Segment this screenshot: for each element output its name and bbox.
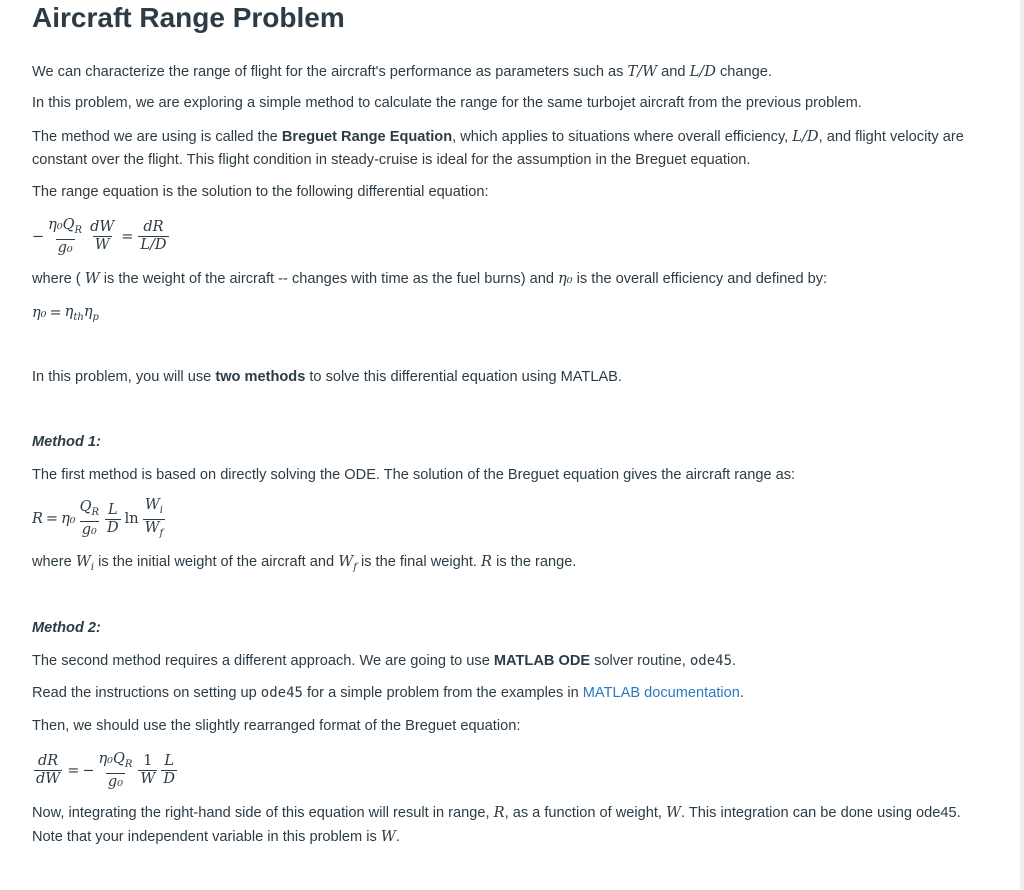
fraction — [105, 503, 121, 536]
denominator: D — [163, 771, 175, 788]
numerator: η₀Q — [98, 751, 125, 767]
ld-symbol: L/D — [689, 63, 716, 80]
subscript: R — [124, 758, 133, 770]
numerator: Q — [79, 499, 92, 516]
text: We can characterize the range of flight for the aircraft's performance as parameters such as — [32, 64, 628, 80]
text: . — [739, 685, 744, 701]
eta0: η₀ — [32, 305, 47, 322]
where-paragraph — [32, 267, 972, 291]
subscript: th — [73, 311, 84, 323]
ode45-code: ode45 — [689, 653, 733, 669]
integration-paragraph — [32, 801, 972, 849]
text: is the range. — [492, 554, 577, 570]
text: change. — [715, 64, 772, 80]
fraction — [97, 752, 135, 790]
text: where ( — [32, 271, 85, 287]
denominator: g₀ — [107, 773, 124, 790]
method2-paragraph — [32, 650, 972, 673]
fraction — [161, 754, 177, 787]
text: , and flight velocity are constant over the flight. This flight condition in steady-cruise is ideal for the assumption in the Breguet equation. — [32, 129, 964, 168]
fraction — [138, 754, 157, 787]
subscript: f — [159, 527, 164, 539]
text: and — [657, 64, 690, 80]
breguet-bold: Breguet Range Equation — [281, 129, 453, 145]
eta0: η₀ — [61, 511, 76, 528]
page-title: Aircraft Range Problem — [32, 2, 345, 33]
text: is the initial weight of the aircraft and — [94, 554, 339, 570]
numerator: 1 — [143, 753, 153, 770]
ode45-code: ode45 — [260, 685, 303, 701]
weights-paragraph — [32, 550, 972, 579]
eta-p: η — [83, 304, 93, 320]
minus-sign: − — [82, 762, 95, 779]
intro-paragraph — [32, 60, 972, 84]
rearranged-equation — [32, 752, 179, 790]
numerator: W — [144, 497, 160, 513]
method-paragraph — [32, 125, 972, 172]
text: . This integration can be done using ode45. Note that your independent variable in this problem is — [32, 805, 961, 845]
text: The method we are using is called the — [32, 129, 282, 145]
denominator: W — [144, 519, 160, 536]
numerator: dR — [37, 753, 59, 770]
text: In this problem, you will use — [32, 369, 216, 385]
denominator: W — [140, 771, 156, 788]
numerator: dW — [90, 219, 115, 236]
subscript: i — [90, 561, 95, 573]
equals-sign: = — [121, 228, 134, 245]
fraction — [88, 220, 116, 253]
subscript: R — [91, 507, 99, 519]
differential-equation — [32, 218, 171, 256]
text: The second method requires a different approach. We are going to use — [32, 653, 494, 669]
text: is the weight of the aircraft -- changes with time as the fuel burns) and — [99, 271, 559, 287]
fraction — [78, 500, 101, 538]
fraction — [46, 218, 84, 256]
fraction — [138, 220, 168, 253]
method2-heading: Method 2: — [32, 620, 101, 636]
eta-th: η — [64, 304, 74, 320]
subscript: p — [92, 311, 99, 323]
subscript: f — [353, 561, 357, 573]
numerator: η₀Q — [48, 217, 75, 233]
eta-symbol: η₀ — [558, 270, 573, 287]
subscript: R — [74, 224, 83, 236]
method1-heading: Method 1: — [32, 434, 101, 450]
equals-sign: = — [45, 511, 59, 528]
r-symbol: R — [32, 511, 43, 528]
fraction — [143, 498, 166, 541]
matlab-documentation-link[interactable]: MATLAB documentation — [582, 685, 740, 701]
problem-paragraph: In this problem, we are exploring a simple method to calculate the range for the same turbojet aircraft from the previous problem. — [32, 95, 862, 111]
two-methods-bold: two methods — [215, 369, 306, 385]
subscript: i — [159, 504, 163, 516]
minus-sign: − — [32, 228, 45, 245]
text: is the overall efficiency and defined by: — [572, 271, 828, 287]
method1-paragraph: The first method is based on directly solving the ODE. The solution of the Breguet equation gives the aircraft range as: — [32, 467, 796, 483]
wf-symbol: W — [338, 553, 354, 570]
text: , which applies to situations where overall efficiency, — [452, 129, 793, 145]
text: Read the instructions on setting up — [32, 685, 261, 701]
equals-sign: = — [49, 305, 62, 322]
text: . — [732, 653, 737, 669]
w-symbol: W — [666, 804, 682, 821]
ld-symbol: L/D — [792, 128, 819, 145]
denominator: L/D — [140, 237, 167, 254]
text: Now, integrating the right-hand side of this equation will result in range, — [32, 805, 494, 821]
numerator: L — [164, 753, 174, 770]
rearranged-intro: Then, we should use the slightly rearranged format of the Breguet equation: — [32, 718, 521, 734]
denominator: g₀ — [81, 522, 97, 539]
denominator: D — [107, 519, 119, 536]
numerator: dR — [143, 219, 164, 236]
fraction — [34, 754, 62, 787]
wi-symbol: W — [75, 553, 91, 570]
denominator: g₀ — [57, 239, 73, 256]
matlab-ode-bold: MATLAB ODE — [493, 653, 591, 669]
equals-sign: = — [67, 762, 80, 779]
text: to solve this differential equation using MATLAB. — [305, 369, 622, 385]
range-solution-equation — [32, 498, 167, 541]
text: solver routine, — [590, 653, 690, 669]
denominator: W — [94, 237, 110, 254]
page-scrollbar-track[interactable] — [1020, 0, 1024, 890]
tw-symbol: T/W — [627, 63, 658, 80]
instructions-paragraph — [32, 682, 972, 705]
ln-operator: ln — [124, 511, 139, 528]
r-symbol: R — [481, 553, 493, 570]
text: , as a function of weight, — [504, 805, 667, 821]
text: is the final weight. — [356, 554, 482, 570]
text: for a simple problem from the examples in — [302, 685, 583, 701]
text: where — [32, 554, 76, 570]
two-methods-paragraph — [32, 366, 972, 389]
w-symbol: W — [84, 270, 100, 287]
denominator: dW — [36, 771, 61, 788]
numerator: L — [108, 501, 118, 518]
text: . — [395, 829, 400, 845]
r-symbol: R — [493, 804, 505, 821]
w-symbol: W — [380, 828, 396, 845]
range-equation-intro: The range equation is the solution to the following differential equation: — [32, 184, 489, 200]
efficiency-equation — [32, 304, 99, 323]
